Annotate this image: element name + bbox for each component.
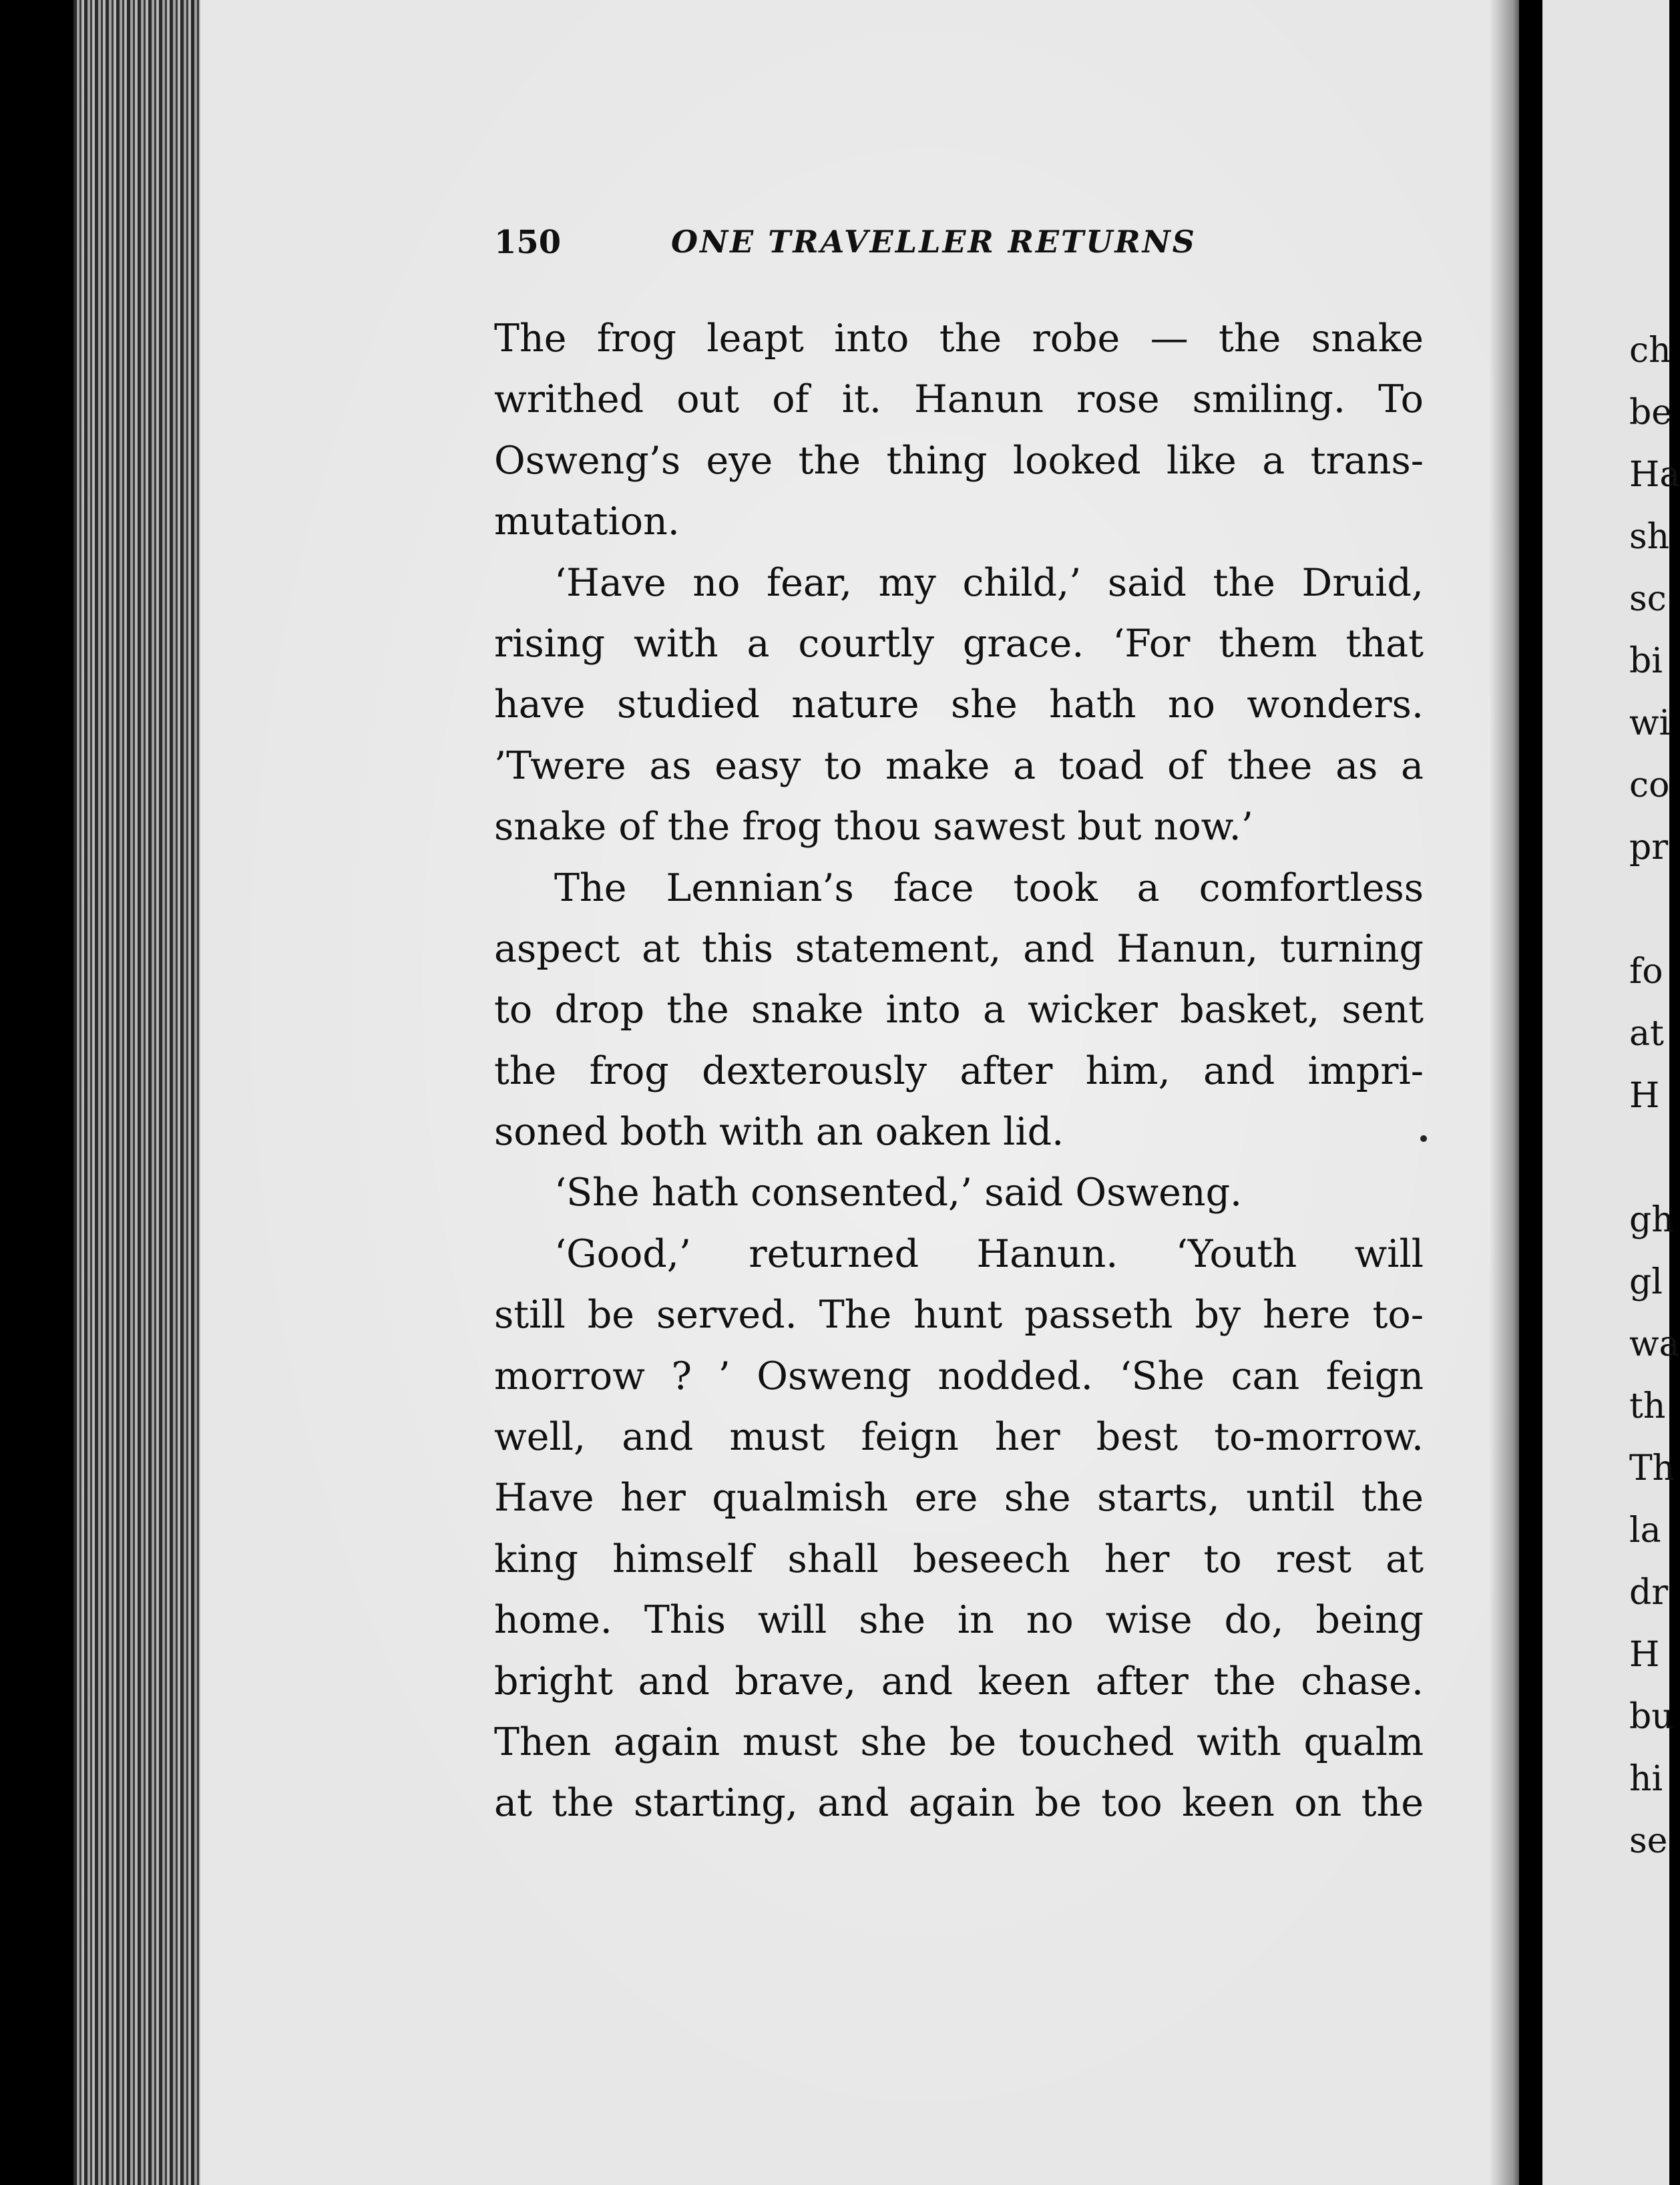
text-line: ‘She hath consented,’ said Osweng. [554, 1171, 1243, 1215]
text-line: ‘Good,’ returned Hanun. ‘Youth will [554, 1231, 1424, 1276]
facing-fragment: se [1629, 1821, 1668, 1861]
ink-speck [1420, 1135, 1427, 1142]
text-line: bright and brave, and keen after the chase. [494, 1659, 1424, 1704]
text-line: well, and must feign her best to-morrow. [494, 1415, 1424, 1460]
text-line: The Lennian’s face took a comfortless [554, 865, 1424, 910]
book-title: ONE TRAVELLER RETURNS [671, 224, 1197, 260]
text-line: rising with a courtly grace. ‘For them that [494, 621, 1424, 666]
facing-fragment: hi [1629, 1759, 1663, 1799]
text-line: Osweng’s eye the thing looked like a trans- [494, 438, 1424, 483]
text-line: mutation. [494, 500, 680, 544]
text-line: The frog leapt into the robe — the snake [494, 317, 1424, 361]
facing-fragment: ch [1629, 331, 1671, 371]
facing-fragment: bi [1629, 641, 1663, 681]
facing-fragment: co [1629, 765, 1670, 805]
facing-fragment: bu [1629, 1697, 1674, 1737]
text-line: have studied nature she hath no wonders. [494, 682, 1424, 727]
text-line: writhed out of it. Hanun rose smiling. To [494, 377, 1424, 422]
text-line: snake of the frog thou sawest but now.’ [494, 805, 1253, 849]
text-line: home. This will she in no wise do, being [494, 1598, 1424, 1643]
facing-fragment: wa [1629, 1324, 1680, 1364]
gutter-shadow [1489, 0, 1529, 2185]
facing-fragment: sh [1629, 517, 1670, 557]
facing-fragment: gh [1629, 1200, 1674, 1240]
text-line: to drop the snake into a wicker basket, sent [494, 988, 1424, 1032]
facing-fragment: sc [1629, 579, 1667, 619]
facing-fragment: H [1629, 1635, 1660, 1675]
text-line: ’Twere as easy to make a toad of thee as a [494, 743, 1424, 788]
text-line: soned both with an oaken lid. [494, 1110, 1064, 1155]
facing-fragment: Th [1629, 1448, 1675, 1488]
text-line: ‘Have no fear, my child,’ said the Druid, [554, 560, 1424, 605]
body-text [494, 309, 1424, 1834]
text-line: morrow ? ’ Osweng nodded. ‘She can feign [494, 1354, 1424, 1398]
page-edges [73, 0, 214, 2185]
text-line: the frog dexterously after him, and impri- [494, 1048, 1424, 1093]
facing-page [1542, 0, 1680, 2185]
facing-fragment: la [1629, 1511, 1661, 1551]
facing-fragment: fo [1629, 952, 1663, 992]
facing-fragment: Ha [1629, 455, 1680, 495]
facing-fragment: be [1629, 393, 1673, 433]
running-head [494, 224, 1429, 270]
facing-fragment: dr [1629, 1573, 1669, 1613]
text-line: Have her qualmish ere she starts, until the [494, 1476, 1424, 1521]
facing-fragment: gl [1629, 1262, 1663, 1302]
text-line: aspect at this statement, and Hanun, turning [494, 926, 1424, 971]
facing-fragment: th [1629, 1386, 1666, 1426]
page-number: 150 [494, 224, 562, 261]
text-line: still be served. The hunt passeth by here to- [494, 1293, 1424, 1338]
text-line: king himself shall beseech her to rest at [494, 1537, 1424, 1581]
facing-fragment: wi [1629, 703, 1671, 743]
facing-fragment: pr [1629, 827, 1669, 867]
facing-fragment: H [1629, 1076, 1660, 1116]
text-line: at the starting, and again be too keen on the [494, 1781, 1424, 1826]
facing-fragment: at [1629, 1014, 1664, 1054]
text-line: Then again must she be touched with qualm [494, 1720, 1424, 1764]
